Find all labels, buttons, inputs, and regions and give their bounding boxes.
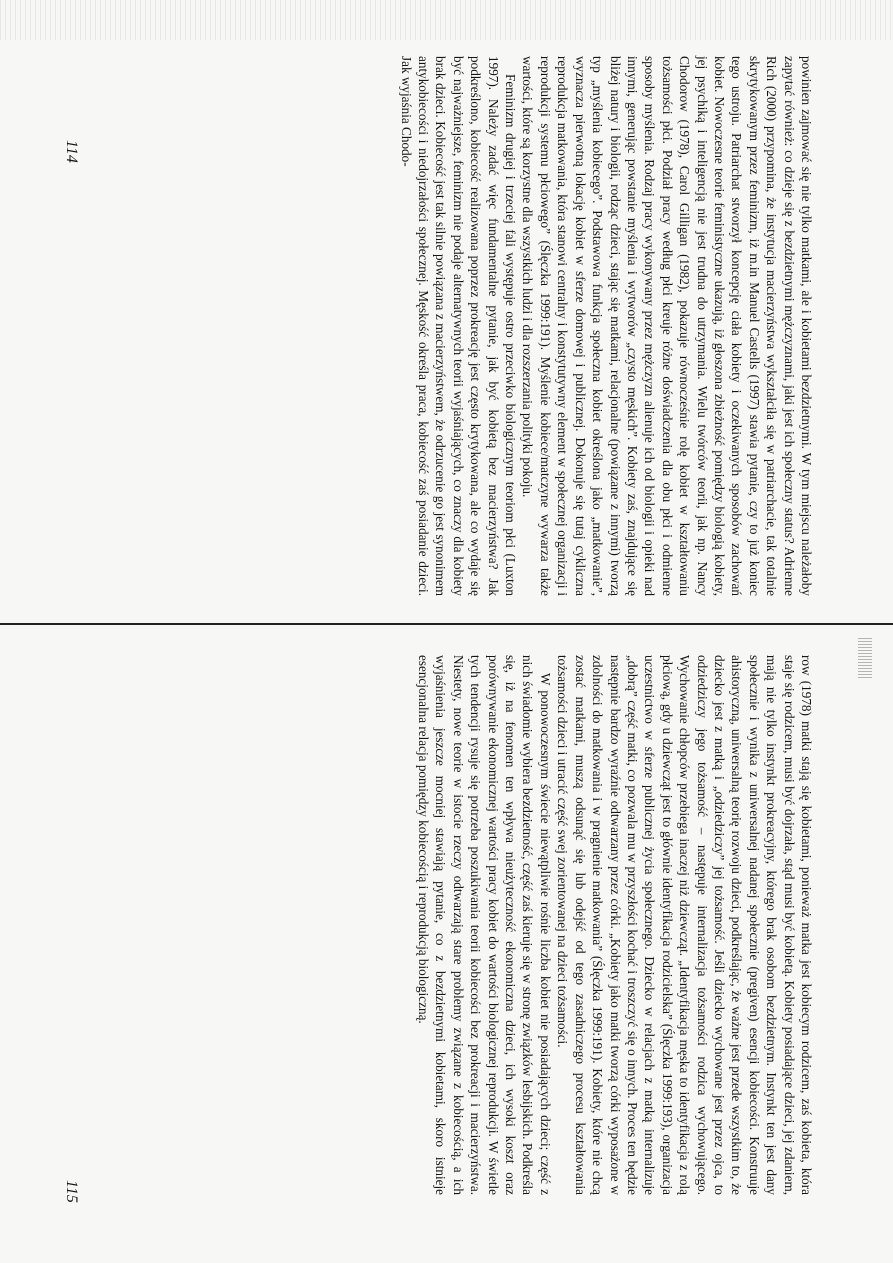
scan-noise-strip	[0, 0, 893, 40]
left-page	[397, 56, 815, 596]
gutter-mark	[858, 638, 872, 678]
paragraph: Feminizm drugiej i trzeciej fali występuje ostro przeciwko biologicznym teoriom płci (Luxton 1997). Należy zadać więc fundamentalne pytanie, jak być kobietą bez macierzyństwa? Jak podkreślono, kobiecość realizowana poprzez prokreację jest często krytykowana, ale co wydaje się być najważniejsze, feminizm nie podaje alternatywnych teorii wyjaśniających, co znaczy dla kobiety brak dzieci. Kobiecość jest tak silnie powiązana z macierzyństwem, że odrzucenie go jest synonimem antykobiecości i niedojrzałości społecznej. Męskość określa praca, kobiecość zaś posiadanie dzieci. Jak wyjaśnia Chodo-	[398, 56, 519, 596]
right-page	[415, 655, 815, 1195]
page-number-left: 114	[63, 140, 80, 163]
paragraph: row (1978) matki stają się kobietami, ponieważ matka jest kobiecym rodzicem, zaś kobieta, która staje się rodzicem, musi być dojrzała, stąd musi być kobietą. Kobiety posiadające dzieci, jej zdaniem, mają nie tylko instynkt prokreacyjny, którego brak osobom bezdzietnym. Instynkt ten jest dany społecznie i wynika z uniwersalnej nadanej społecznie (pregiven) esencji kobiecości. Konstruuje ahistoryczną, uniwersalną teorię rozwoju dzieci, podkreślając, że ważne jest przede wszystkim to, że dziecko jest z matką i „odziedziczy” jej tożsamość. Jeśli dziecko wychowane jest przez ojca, to odziedziczy jego tożsamość – następuje internalizacja tożsamości rodzica wychowującego. Wychowanie chłopców przebiega inaczej niż dziewcząt. „Identyfikacja męska to identyfikacja z rolą płciową, gdy u dziewcząt jest to głównie identyfikacja rodzicielska” (Ślęczka 1999:193), organizacja uczestnictwo w sferze publicznej życia społecznego. Dziecko w relacjach z matką internalizuje „dobrą” część matki, co pozwala mu w przyszłości kochać i troszczyć się o innych. Proces ten będzie następnie bardzo wyraźnie odtwarzany przez córki. „Kobiety jako matki tworzą córki wyposażone w zdolności do matkowania i w pragnienie matkowania” (Ślęczka 1999:191). Kobiety, które nie chcą zostać matkami, muszą odsunąć się lub odejść od tego zasadniczego procesu kształtowania tożsamości dzieci i utracić część swej zorientowanej na dzieci tożsamości.	[555, 655, 814, 1195]
paragraph: W ponowoczesnym świecie niewątpliwie rośnie liczba kobiet nie posiadających dzieci; część z nich świadomie wybiera bezdzietność, część zaś kieruje się w stronę związków lesbijskich. Podkreśla się, iż na fenomen ten wpływa nieużyteczność ekonomiczna dzieci, ich wysoki koszt oraz porównywanie ekonomicznej wartości pracy kobiet do wartości biologicznej reprodukcji. W świetle tych tendencji rysuje się potrzeba poszukiwania teorii kobiecości bez prokreacji i macierzyństwa. Niestety, nowe teorie w istocie rzeczy odtwarzają stare problemy związane z kobiecością, a ich wyjaśnienia jeszcze mocniej stawiają pytanie, co z bezdzietnymi kobietami, skoro istnieje esencjonalna relacja pomiędzy kobiecością i reprodukcją biologiczną.	[416, 655, 553, 1195]
paragraph: powinien zajmować się nie tylko matkami, ale i kobietami bezdzietnymi. W tym miejscu należałoby zapytać również: co dzieje się z bezdzietnymi mężczyznami, jaki jest ich społeczny status? Adrienne Rich (2000) przypomina, że instytucja macierzyństwa wykształciła się w patriarchacie, tak totalnie skrytykowanym przez feminizm, iż m.in Manuel Castells (1997) stawia pytanie, czy to już koniec tego ustroju. Patriarchat stworzył koncepcję ciała kobiety i oczekiwanych sposobów zachowań kobiet. Nowoczesne teorie feministyczne ukazują, iż głoszona zbieżność pomiędzy biologią kobiety, jej psychiką i inteligencją nie jest trudna do utrzymania. Wielu twórców teorii, jak np. Nancy Chodorow (1978), Carol Gilligan (1982), pokazuje równocześnie rolę kobiet w kształtowaniu tożsamości płci. Podział pracy według płci kreuje różne doświadczenia dla obu płci i odmienne sposoby myślenia. Rodzaj pracy wykonywany przez mężczyzn alienuje ich od biologii i opieki nad innymi, generując powstanie myślenia i wytworów „czysto męskich”. Kobiety zaś, znajdujące się bliżej natury i biologii, rodząc dzieci, stając się matkami, relacjonalne (powiązane z innymi) tworzą typ „myślenia kobiecego”. Podstawowa funkcja społeczna kobiet określona jako „matkowanie”, wyznacza pierwotną lokację kobiet w sferze domowej i publicznej. Dokonuje się tutaj cykliczna reprodukcja matkowania, która stanowi centralny i konstytutywny element w społecznej organizacji i reprodukcji systemu płciowego” (Ślęczka 1999:191). Myślenie kobiece/matczyne wywarza także wartości, które są korzystne dla wszystkich ludzi i dla rozszerzania polityki pokoju.	[520, 56, 814, 596]
page-divider	[0, 623, 893, 625]
page-number-right: 115	[63, 1180, 80, 1203]
